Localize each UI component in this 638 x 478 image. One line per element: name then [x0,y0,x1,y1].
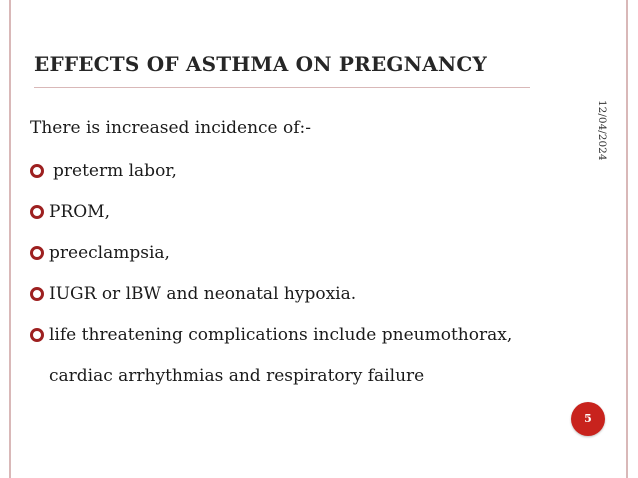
bullet-text: IUGR or lBW and neonatal hypoxia. [49,284,357,304]
bullet-text: preeclampsia, [49,243,170,263]
slide-number-badge: 5 [571,402,605,436]
slide-title: EFFECTS OF ASTHMA ON PREGNANCY [34,52,487,76]
ring-bullet-icon [30,328,44,342]
ring-bullet-icon [30,287,44,301]
slide-date: 12/04/2024 [596,100,608,161]
bullet-continuation-text: cardiac arrhythmias and respiratory failure [49,366,425,386]
bullet-text: preterm labor, [53,161,177,181]
left-frame-line [9,0,11,478]
bullet-text: life threatening complications include pneumothorax, [49,325,513,345]
bullet-text: PROM, [49,202,110,222]
ring-bullet-icon [30,164,44,178]
intro-text: There is increased incidence of:- [30,118,312,138]
ring-bullet-icon [30,246,44,260]
right-frame-line [626,0,628,478]
ring-bullet-icon [30,205,44,219]
title-divider [34,87,530,88]
